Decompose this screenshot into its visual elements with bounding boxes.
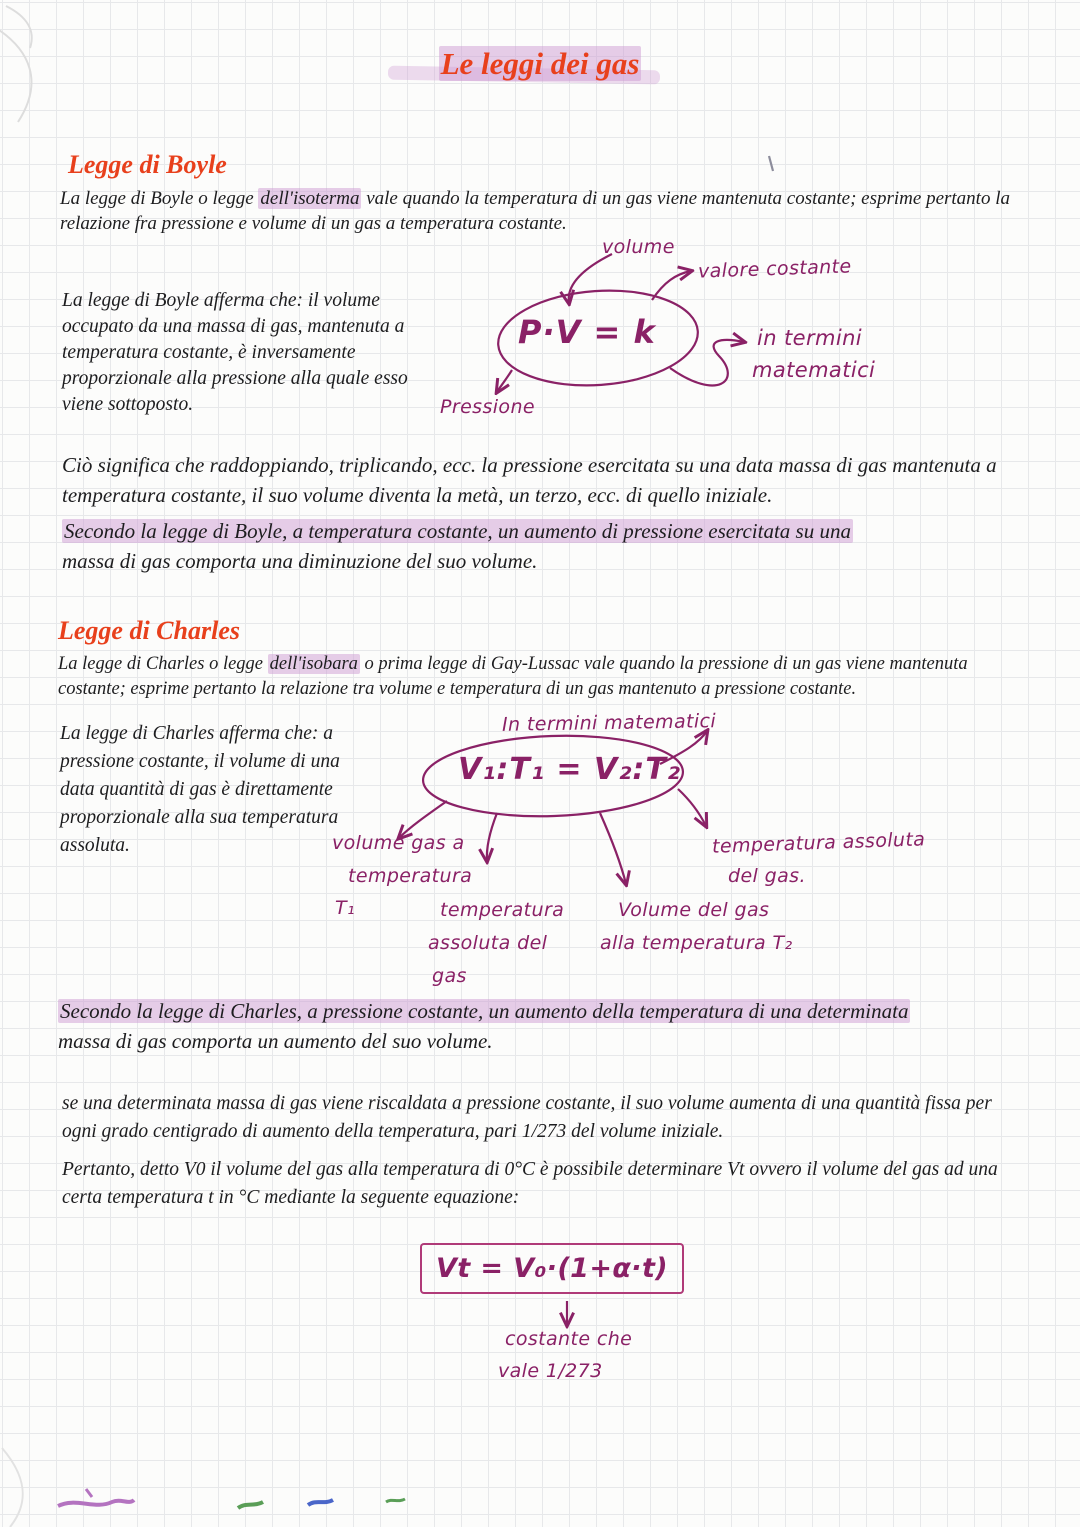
page-title (0, 46, 1080, 82)
annotation-costante-l2: vale 1/273 (498, 1360, 603, 1382)
arrow-temperatura-assoluta (487, 813, 497, 861)
annotation-pressione: Pressione (440, 396, 535, 418)
page-curl-bottom-left (2, 1448, 23, 1527)
paragraph-charles-summary (58, 996, 1020, 1056)
annotation-volume: volume (602, 236, 675, 258)
annotation-volume-gas-l3: T₁ (335, 897, 356, 919)
annotation-temp-abs-right-l1: temperatura assoluta (711, 828, 926, 858)
pen-tick (769, 156, 773, 171)
annotation-in-termini-2: matematici (752, 358, 876, 382)
arrow-volume-t2 (600, 813, 626, 884)
arrow-pressione (497, 370, 512, 392)
boyle-intro-post: vale quando la temperatura di un gas viene mantenuta costante; esprime pertanto la relazione fra pressione e volume di un gas a temperatura costante. (60, 188, 1010, 234)
paragraph-charles-expansion: se una determinata massa di gas viene riscaldata a pressione costante, il suo volume aumenta di una quantità fissa per ogni grado centigrado di aumento della temperatura, pari 1/273 del volume iniziale. (62, 1093, 992, 1142)
annotation-costante-l1: costante che (505, 1328, 633, 1350)
paragraph-boyle-intro (60, 186, 1022, 236)
boyle-intro-highlight: dell'isoterma (260, 188, 360, 209)
arrow-volume (569, 254, 612, 303)
section-heading-boyle: Legge di Boyle (68, 150, 227, 179)
vt-equation: Vt = V₀·(1+α·t) (436, 1253, 669, 1284)
boyle-formula: P·V = k (518, 313, 656, 351)
annotation-temp-assoluta-l3: gas (432, 965, 467, 987)
annotation-in-termini-charles: In termini matematici (501, 710, 717, 736)
paragraph-charles-statement: La legge di Charles afferma che: a pressione costante, il volume di una data quantità di gas è direttamente proporzionale alla sua temperatura assoluta. (60, 723, 340, 856)
charles-formula: V₁:T₁ = V₂:T₂ (458, 752, 681, 787)
decorative-scribbles (58, 1489, 405, 1508)
charles-intro-highlight: dell'isobara (269, 654, 358, 674)
annotation-in-termini-1: in termini (757, 326, 863, 350)
paragraph-boyle-consequence: Ciò significa che raddoppiando, triplicando, ecc. la pressione esercitata su una data massa di gas mantenuta a temperatura costante, il suo volume diventa la metà, un terzo, ecc. di quello iniziale. (62, 453, 997, 507)
charles-intro-post: o prima legge di Gay-Lussac vale quando la pressione di un gas viene mantenuta costante; esprime pertanto la relazione tra volume e temperatura di un gas mantenuto a pressione costante. (58, 654, 968, 699)
annotation-volume-t2-l2: alla temperatura T₂ (600, 932, 793, 954)
annotation-volume-gas-l1: volume gas a (332, 832, 465, 854)
arrow-valore-costante (652, 271, 691, 300)
page-title-text: Le leggi dei gas (440, 46, 640, 81)
charles-summary-line1: Secondo la legge di Charles, a pressione costante, un aumento della temperatura di una determinata (60, 999, 909, 1023)
arrow-temperatura-assoluta-right (678, 789, 706, 826)
paragraph-boyle-summary (62, 516, 1020, 576)
section-heading-charles: Legge di Charles (58, 616, 240, 645)
annotation-volume-gas-l2: temperatura (348, 865, 473, 887)
boyle-summary-line1: Secondo la legge di Boyle, a temperatura costante, un aumento di pressione esercitata su una (64, 519, 851, 543)
annotation-temp-assoluta-l2: assoluta del (428, 932, 548, 954)
boyle-summary-line2: massa di gas comporta una diminuzione del suo volume. (62, 549, 538, 573)
annotation-temp-assoluta-l1: temperatura (440, 899, 565, 921)
annotation-temp-abs-right-l2: del gas. (728, 865, 806, 887)
paragraph-boyle-statement: La legge di Boyle afferma che: il volume occupato da una massa di gas, mantenuta a temperatura costante, è inversamente proporzionale alla pressione alla quale esso viene sottoposto. (62, 290, 408, 415)
annotation-valore-costante: valore costante (697, 255, 852, 283)
equation-box (420, 1243, 684, 1294)
paragraph-charles-intro (58, 652, 1036, 702)
arrow-in-termini (670, 340, 744, 386)
paragraph-equation-intro: Pertanto, detto V0 il volume del gas alla temperatura di 0°C è possibile determinare Vt ovvero il volume del gas ad una certa temperatura t in °C mediante la seguente equazione: (62, 1159, 998, 1208)
charles-intro-pre: La legge di Charles o legge (58, 654, 268, 674)
annotation-volume-t2-l1: Volume del gas (618, 899, 770, 921)
charles-summary-line2: massa di gas comporta un aumento del suo volume. (58, 1029, 493, 1053)
boyle-intro-pre: La legge di Boyle o legge (60, 188, 259, 209)
